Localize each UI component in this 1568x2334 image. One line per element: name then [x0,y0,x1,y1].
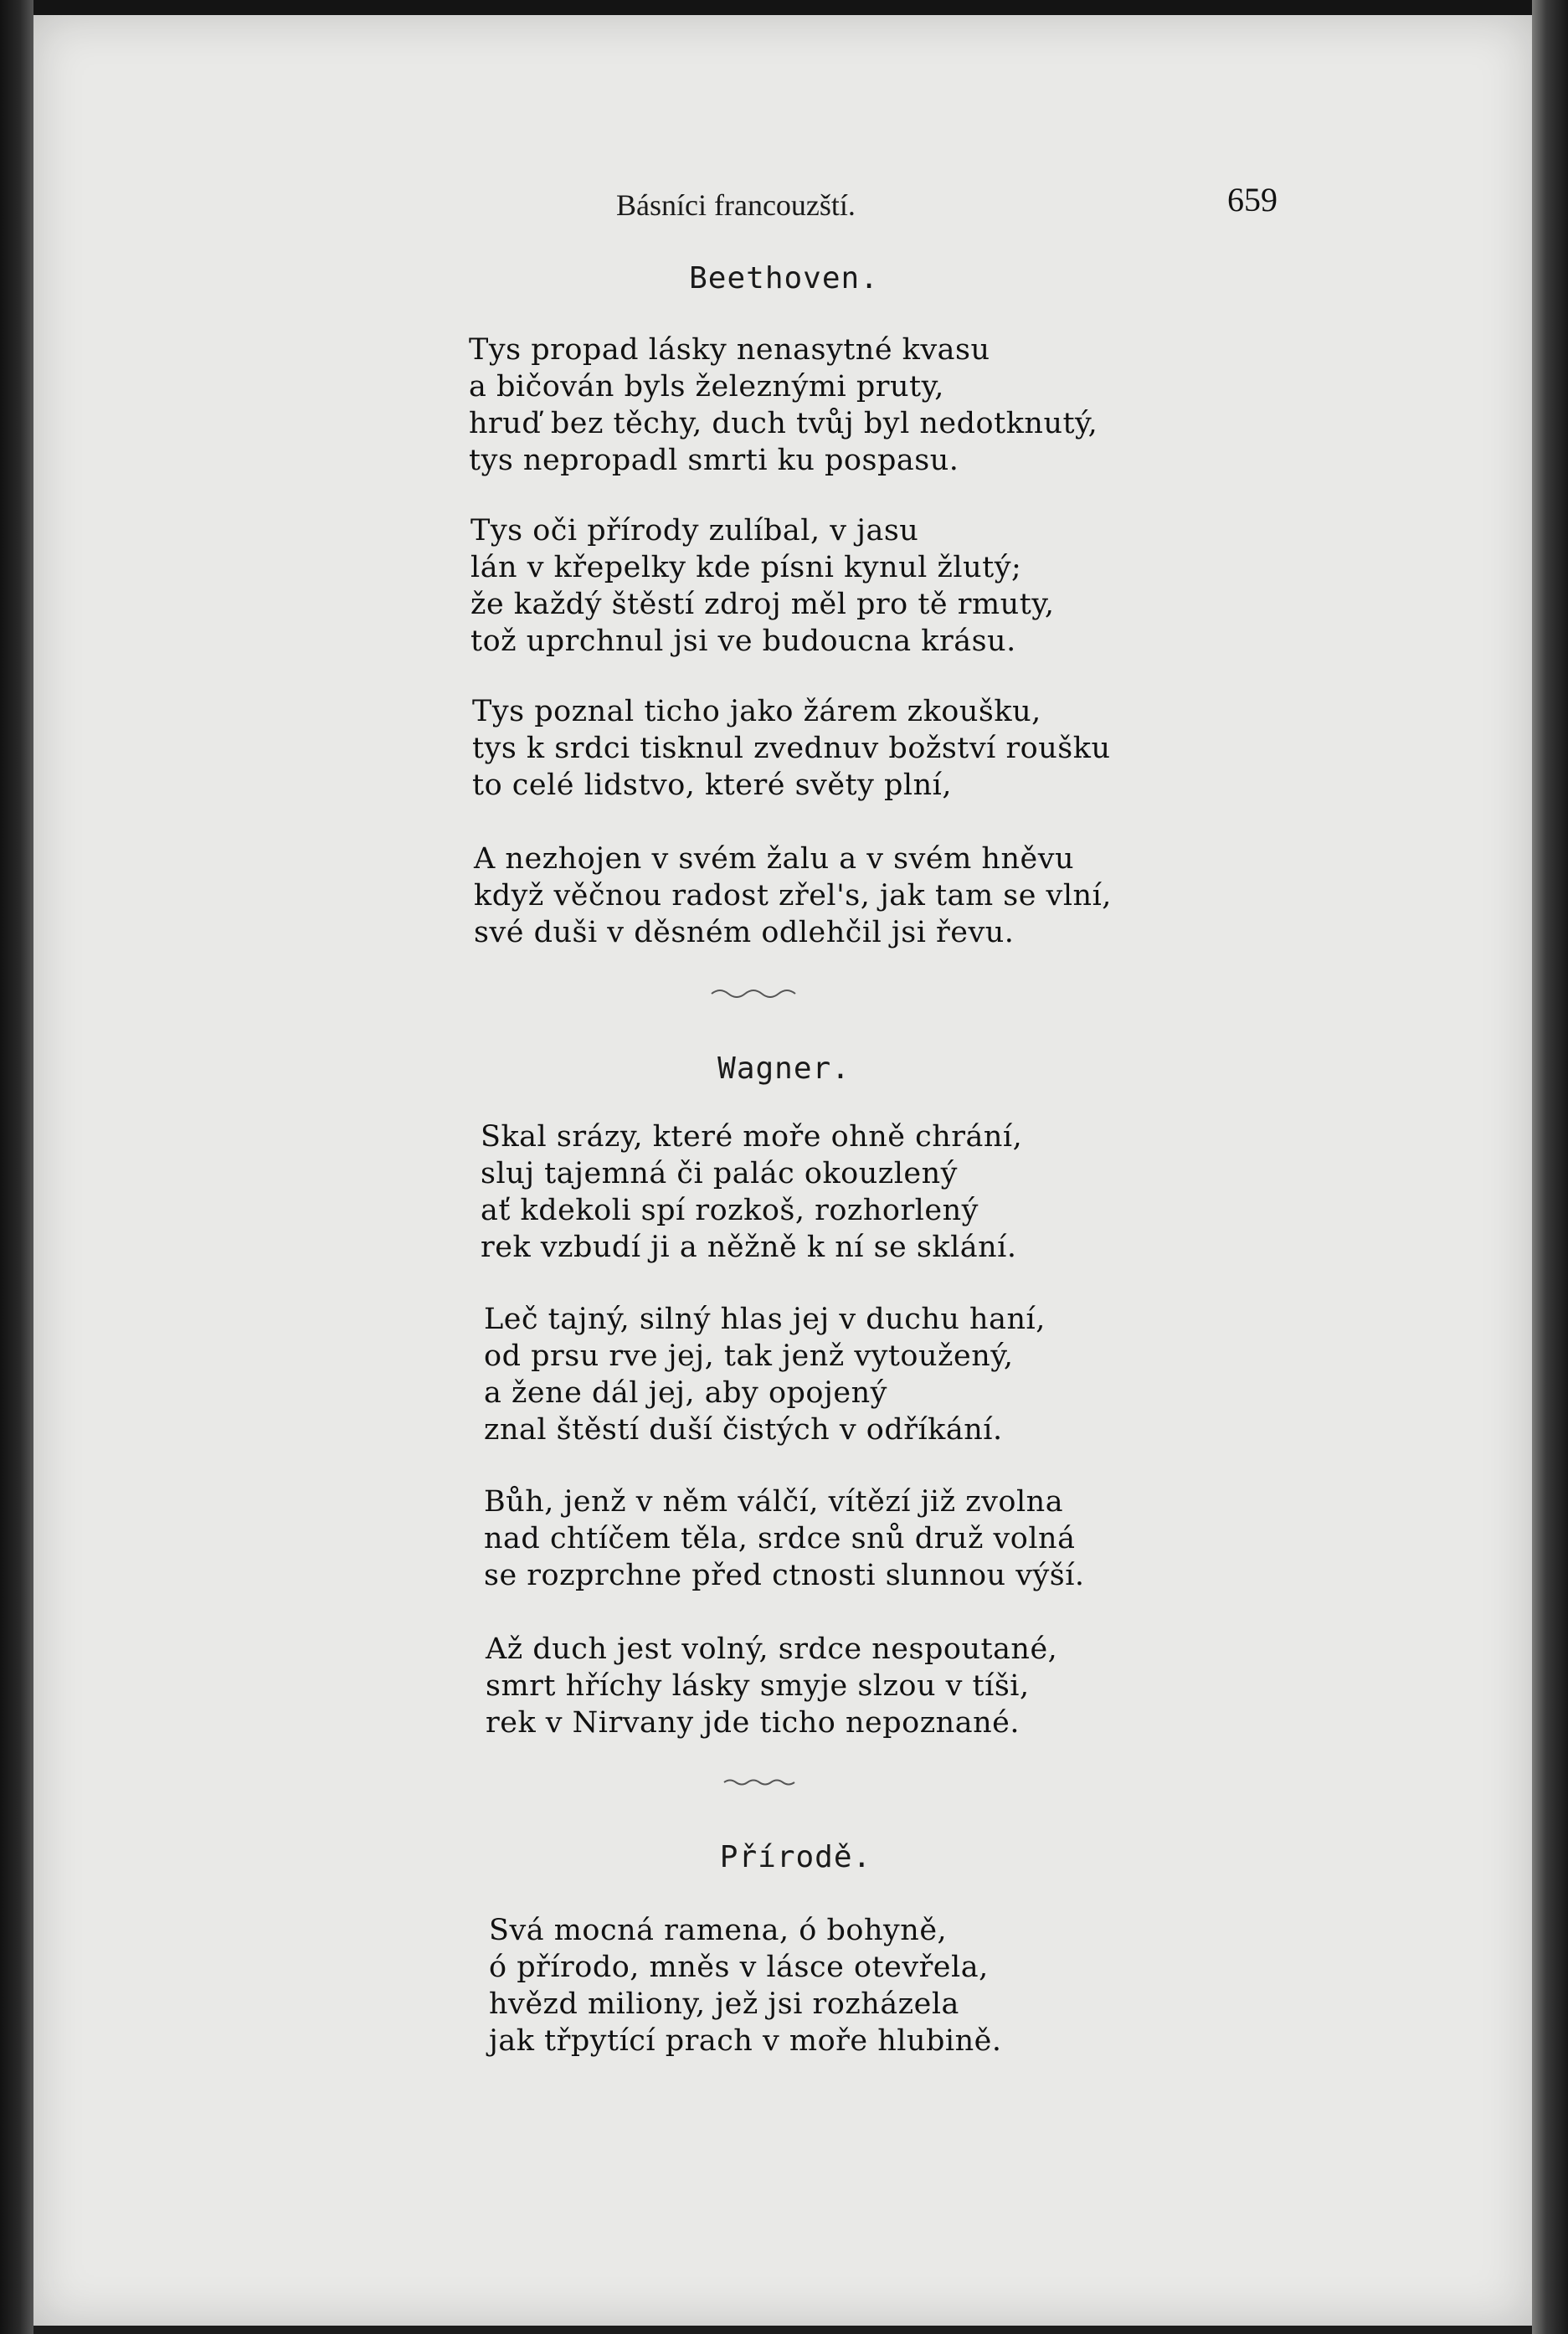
verse-line: tys k srdci tisknul zvednuv božství roušku [472,732,1111,765]
verse-line: rek v Nirvany jde ticho nepoznané. [486,1706,1020,1740]
stanza [470,512,1055,660]
stanza [481,1118,1022,1266]
verse-line: ať kdekoli spí rozkoš, rozhorlený [481,1194,979,1227]
verse-line: Tys oči přírody zulíbal, v jasu [470,514,919,548]
verse-line: se rozprchne před ctnosti slunnou výší. [484,1559,1085,1592]
verse-line: sluj tajemná či palác okouzlený [481,1157,958,1190]
verse-line: Skal srázy, které moře ohně chrání, [481,1120,1023,1154]
verse-line: Bůh, jenž v něm válčí, vítězí již zvolna [484,1485,1064,1519]
running-head: Básníci francouzští. [616,188,856,222]
stanza [469,332,1098,479]
stanza [484,1301,1046,1448]
verse-line: znal štěstí duší čistých v odříkání. [484,1413,1003,1447]
book-spine-shadow [0,0,33,2334]
verse-line: hruď bez těchy, duch tvůj byl nedotknutý, [469,407,1098,440]
stanza [486,1631,1057,1741]
poem-title-wagner: Wagner. [717,1051,851,1086]
page-right-edge [1532,0,1568,2334]
poem-title-beethoven: Beethoven. [689,261,879,296]
verse-line: hvězd miliony, jež jsi rozházela [489,1987,959,2021]
verse-line: to celé lidstvo, které světy plní, [472,769,952,802]
verse-line: že každý štěstí zdroj měl pro tě rmuty, [470,588,1055,621]
stanza [489,1912,1001,2059]
page-number: 659 [1227,181,1278,218]
verse-line: když věčnou radost zřel's, jak tam se vlní, [474,879,1112,913]
verse-line: od prsu rve jej, tak jenž vytoužený, [484,1339,1014,1373]
verse-line: Svá mocná ramena, ó bohyně, [489,1914,948,1947]
verse-line: Tys propad lásky nenasytné kvasu [469,333,990,367]
verse-line: a žene dál jej, aby opojený [484,1376,887,1410]
verse-line: jak třpytící prach v moře hlubině. [489,2024,1002,2058]
page-top-edge [0,0,1568,15]
stanza [472,693,1111,804]
wave-ornament [703,986,820,998]
stanza [474,841,1112,951]
verse-line: smrt hříchy lásky smyje slzou v tíši, [486,1669,1030,1703]
verse-line: Tys poznal ticho jako žárem zkoušku, [472,695,1041,728]
poem-title-prirode: Přírodě. [719,1840,872,1874]
verse-line: a bičován byls železnými pruty, [469,370,944,404]
verse-line: tož uprchnul jsi ve budoucna krásu. [470,625,1016,658]
verse-line: Leč tajný, silný hlas jej v duchu haní, [484,1303,1046,1336]
verse-line: A nezhojen v svém žalu a v svém hněvu [474,842,1075,876]
verse-line: tys nepropadl smrti ku pospasu. [469,444,959,477]
verse-line: ó přírodo, mněs v lásce otevřela, [489,1951,989,1984]
verse-line: své duši v děsném odlehčil jsi řevu. [474,916,1015,949]
verse-line: rek vzbudí ji a něžně k ní se sklání. [481,1231,1017,1264]
verse-line: Až duch jest volný, srdce nespoutané, [486,1632,1058,1666]
verse-line: nad chtíčem těla, srdce snů druž volná [484,1522,1076,1555]
stanza [484,1483,1085,1594]
wave-ornament [720,1776,812,1788]
verse-line: lán v křepelky kde písni kynul žlutý; [470,551,1022,584]
